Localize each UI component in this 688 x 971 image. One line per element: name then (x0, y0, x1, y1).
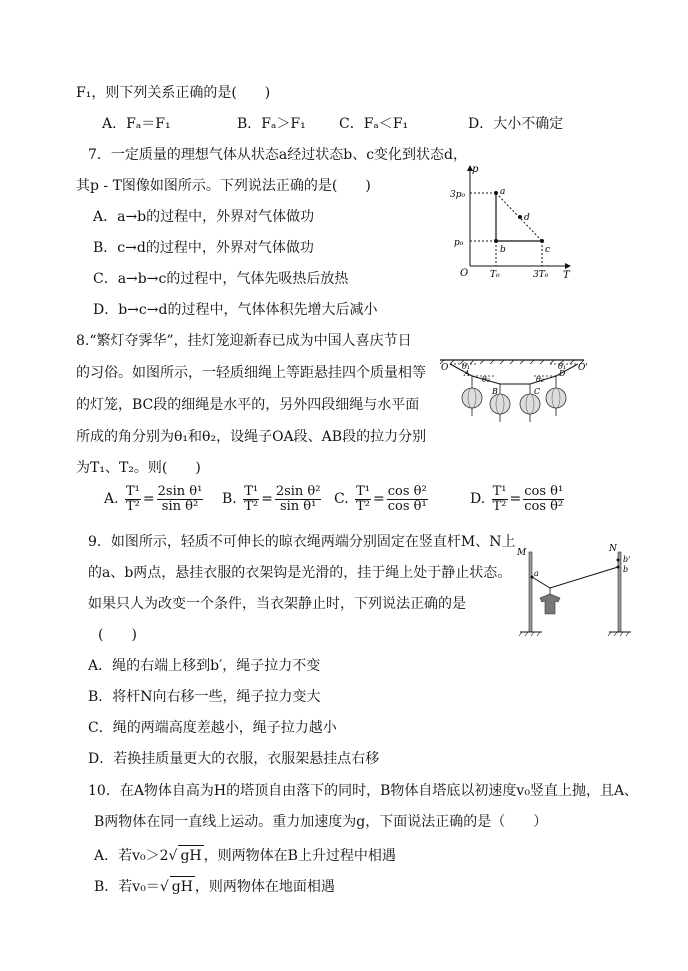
q8-label-b: B (492, 387, 498, 396)
q10-stem-line1: 10．在A物体自高为H的塔顶自由落下的同时，B物体自塔底以初速度v₀竖直上抛，且A、 (88, 783, 639, 799)
q8-label-o-prime: O' (578, 363, 588, 373)
q9-option-d: D．若换挂质量更大的衣服，衣服架悬挂点右移 (88, 751, 380, 767)
q6-option-a: A．Fₐ＝F₁ (102, 116, 171, 132)
q7-point-c: c (545, 245, 551, 255)
q9-stem-line4: ( ) (98, 627, 137, 643)
q9-clothesline-figure (514, 542, 634, 637)
q8-stem-line1: 8.“繁灯夺霁华”，挂灯笼迎新春已成为中国人喜庆节日 (76, 333, 412, 349)
q7-point-b: b (500, 245, 506, 255)
q7-stem-line2: 其p - T图像如图所示。下列说法正确的是( ) (76, 178, 371, 194)
q7-tick-3t0: 3T₀ (533, 270, 549, 280)
q8-theta1-right: θ₁ (558, 362, 567, 371)
q7-tick-p0: p₀ (454, 238, 464, 248)
q10-stem-line2: B两物体在同一直线上运动。重力加速度为g，下面说法正确的是（ ） (94, 814, 548, 830)
q10-option-b: B．若v₀＝√ gH ，则两物体在地面相遇 (94, 876, 335, 897)
q8-label-d: D (559, 369, 566, 378)
q9-stem-line3: 如果只人为改变一个条件，当衣架静止时，下列说法正确的是 (88, 596, 466, 612)
q9-option-a: A．绳的右端上移到b′，绳子拉力不变 (88, 658, 321, 674)
q6-stem-tail: F₁，则下列关系正确的是( ) (76, 85, 271, 101)
q9-label-a: a (534, 569, 539, 578)
q7-option-d: D．b→c→d的过程中，气体体积先增大后减小 (93, 302, 378, 318)
q8-label-c: C (534, 387, 541, 396)
q7-tick-3p0: 3p₀ (450, 190, 466, 200)
q7-stem-line1: 7．一定质量的理想气体从状态a经过状态b、c变化到状态d， (88, 147, 468, 163)
q8-lantern-figure (438, 354, 588, 434)
q8-stem-line4: 所成的角分别为θ₁和θ₂，设绳子OA段、AB段的拉力分别 (76, 429, 427, 445)
q9-label-b: b (623, 565, 629, 574)
q7-pt-graph (448, 160, 578, 280)
q7-point-a: a (500, 187, 506, 197)
q10-option-a: A．若v₀＞2√ gH ，则两物体在B上升过程中相遇 (94, 845, 396, 866)
q9-option-b: B．将杆N向右移一些，绳子拉力变大 (88, 689, 321, 705)
q6-option-d: D．大小不确定 (468, 116, 564, 132)
q7-axis-p: p (472, 164, 479, 175)
q8-stem-line2: 的习俗。如图所示，一轻质细绳上等距悬挂四个质量相等 (76, 365, 426, 381)
q6-option-c: C．Fₐ＜F₁ (339, 116, 409, 132)
q7-axis-t: T (563, 270, 570, 280)
q7-origin: O (460, 268, 469, 279)
q8-theta2-right: θ₂ (536, 375, 545, 384)
q9-label-n: N (609, 544, 617, 554)
q8-option-d: D. $\frac{\text{T¹}}{\text{T²}}$ = $\frac{\text{cos θ¹}}{\text{cos θ²}}$ (470, 483, 564, 514)
q7-tick-t0: T₀ (490, 270, 500, 280)
q7-option-a: A．a→b的过程中，外界对气体做功 (93, 209, 315, 225)
q8-option-a: A. $\frac{\text{T¹}}{\text{T²}}$ = $\frac{\text{2sin θ¹}}{\text{sin θ²}}$ (104, 483, 203, 514)
q8-label-a: A (464, 369, 470, 378)
q8-stem-line3: 的灯笼，BC段的细绳是水平的，另外四段细绳与水平面 (76, 397, 420, 413)
q8-option-c: C. $\frac{\text{T¹}}{\text{T²}}$ = $\frac{\text{cos θ²}}{\text{cos θ¹}}$ (334, 483, 427, 514)
q9-option-c: C．绳的两端高度差越小，绳子拉力越小 (88, 720, 337, 736)
q9-label-b-prime: b' (623, 555, 631, 564)
q7-option-b: B．c→d的过程中，外界对气体做功 (93, 240, 314, 256)
q9-stem-line2: 的a、b两点，悬挂衣服的衣架钩是光滑的，挂于绳上处于静止状态。 (88, 565, 512, 581)
q8-option-b: B. $\frac{\text{T¹}}{\text{T²}}$ = $\frac{\text{2sin θ²}}{\text{sin θ¹}}$ (222, 483, 321, 514)
q8-theta1-left: θ₁ (462, 362, 471, 371)
q8-theta2-left: θ₂ (482, 375, 491, 384)
q8-label-o: O (441, 363, 449, 373)
q7-option-c: C．a→b→c的过程中，气体先吸热后放热 (93, 271, 349, 287)
q6-option-b: B．Fₐ＞F₁ (237, 116, 306, 132)
q7-point-d: d (524, 213, 530, 223)
q9-stem-line1: 9．如图所示，轻质不可伸长的晾衣绳两端分别固定在竖直杆M、N上 (88, 534, 516, 550)
q9-label-m: M (517, 548, 527, 558)
q8-stem-line5: 为T₁、T₂。则( ) (76, 460, 201, 476)
